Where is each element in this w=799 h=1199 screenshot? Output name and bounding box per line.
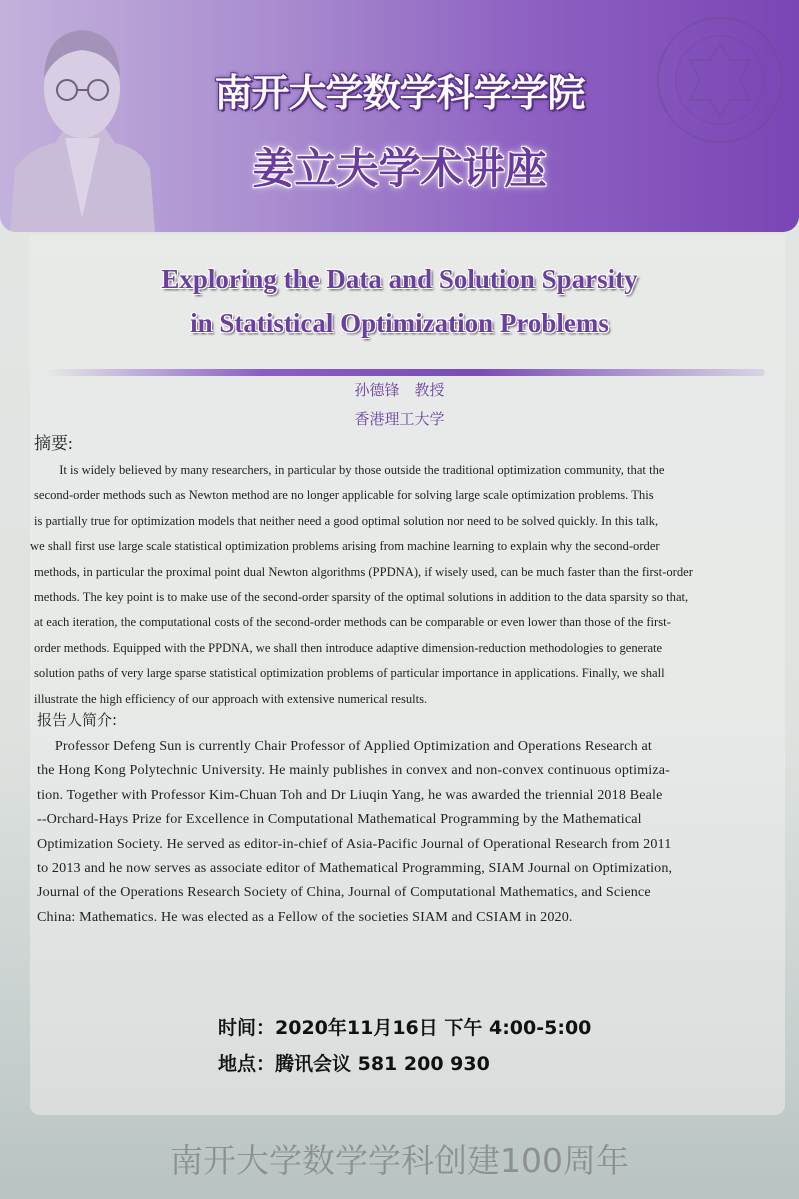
abstract-line: It is widely believed by many researchers, in particular by those outside the traditional optimization community, that the	[34, 463, 665, 477]
abstract-heading: 摘要:	[34, 434, 73, 453]
event-time: 时间：2020年11月16日 下午 4:00-5:00	[218, 1017, 592, 1039]
abstract-line: illustrate the high efficiency of our approach with extensive numerical results.	[34, 691, 428, 706]
school-title: 南开大学数学科学学院	[214, 71, 585, 115]
speaker-affiliation: 香港理工大学	[354, 412, 445, 428]
abstract-line: methods, in particular the proximal point dual Newton algorithms (PPDNA), if wisely used, can be much faster than the first-order	[34, 564, 693, 579]
bio-line: China: Mathematics. He was elected as a Fellow of the societies SIAM and CSIAM in 2020.	[37, 908, 573, 925]
abstract-line: solution paths of very large sparse statistical optimization problems of particular importance in applications. Finally, we shall	[34, 666, 665, 681]
abstract-line: we shall first use large scale statistical optimization problems arising from machine learning to explain why the second-order	[30, 539, 660, 554]
speaker-name: 孙德锋 教授	[354, 383, 445, 399]
divider	[45, 369, 765, 376]
bio-line: Optimization Society. He served as editor-in-chief of Asia-Pacific Journal of Operational Research from 2011	[37, 835, 672, 852]
talk-title-line-2: in Statistical Optimization Problems	[190, 308, 609, 338]
bio-line: Professor Defeng Sun is currently Chair Professor of Applied Optimization and Operations Research at	[37, 738, 652, 754]
anniversary-footer: 南开大学数学学科创建100周年	[170, 1141, 629, 1180]
bio-heading: 报告人简介:	[37, 711, 118, 729]
portrait-image	[10, 18, 155, 232]
lecture-series-title: 姜立夫学术讲座	[252, 144, 547, 193]
event-place: 地点：腾讯会议 581 200 930	[218, 1053, 490, 1075]
bio-line: to 2013 and he now serves as associate editor of Mathematical Programming, SIAM Journal on Optimization,	[37, 860, 673, 877]
abstract-line: is partially true for optimization models that neither need a good optimal solution nor need to be solved quickly. In this talk,	[34, 513, 659, 528]
abstract-line: methods. The key point is to make use of the second-order sparsity of the optimal solutions in addition to the data sparsity so that,	[34, 590, 689, 605]
bio-line: Journal of the Operations Research Society of China, Journal of Computational Mathematics, and Science	[37, 884, 651, 901]
bio-line: tion. Together with Professor Kim-Chuan Toh and Dr Liuqin Yang, he was awarded the triennial 2018 Beale	[37, 786, 663, 803]
abstract-text	[30, 458, 693, 712]
poster-header	[0, 0, 799, 232]
talk-title-line-1: Exploring the Data and Solution Sparsity	[161, 264, 638, 294]
bio-line: --Orchard-Hays Prize for Excellence in Computational Mathematical Programming by the Mathematical	[37, 811, 642, 828]
abstract-line: order methods. Equipped with the PPDNA, we shall then introduce adaptive dimension-reduction methodologies to generate	[34, 640, 663, 655]
abstract-line: second-order methods such as Newton method are no longer applicable for solving large scale optimization problems. This	[34, 488, 654, 503]
bio-text	[37, 734, 672, 929]
abstract-line: at each iteration, the computational costs of the second-order methods can be comparable or even lower than those of the first-	[34, 615, 671, 630]
bio-line: the Hong Kong Polytechnic University. He mainly publishes in convex and non-convex continuous optimiza-	[37, 762, 670, 779]
